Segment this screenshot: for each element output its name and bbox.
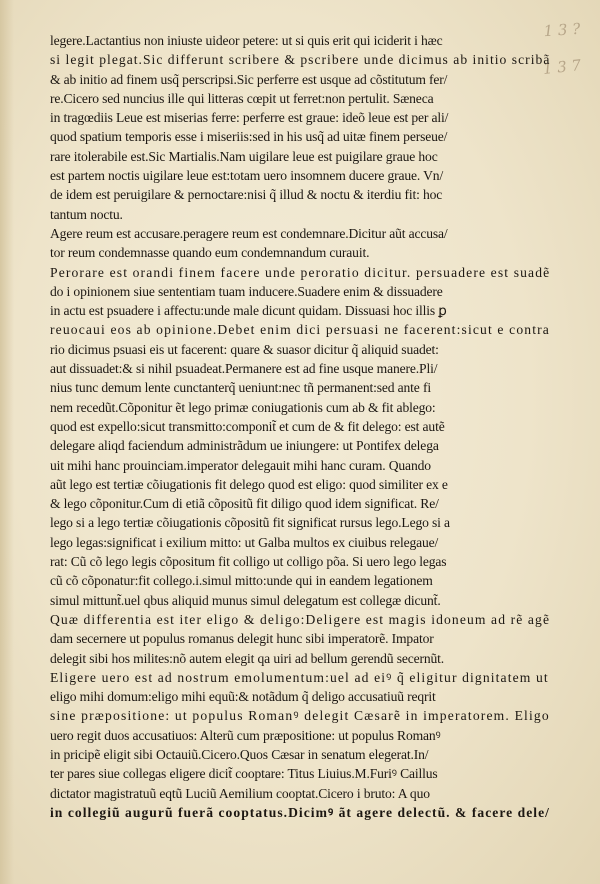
text-line: & lego cõponitur.Cum di etiã cõpositũ fit diligo quod idem significat. Re/ — [50, 496, 439, 512]
text-line: aũt lego est tertiæ cõiugationis fit delego quod est eligo: quod similiter ex e — [50, 476, 448, 492]
text-line: est partem noctis uigilare leue est:totam uero insomnem ducere graue. Vn/ — [50, 168, 444, 184]
text-line: quod est expello:sicut transmitto:componit̃ et cum de & fit delego: est autẽ — [50, 418, 445, 434]
text-line: delegit sibi hos milites:nõ autem elegit qa uiri ad bellum gerendũ secernũt. — [50, 650, 445, 666]
text-line: uero regit duos accusatiuos: Alterũ cum præpositione: ut populus Romanꝰ — [50, 727, 441, 743]
text-line: tantum noctu. — [50, 206, 123, 222]
text-line: simul mittunt̃.uel qbus aliquid munus simul delegatum est collegæ dicunt̃. — [50, 592, 441, 608]
text-line: nius tunc demum lente cunctanterq̃ ueniunt:nec tñ permanent:sed ante fi — [50, 380, 431, 396]
text-line: lego si a lego tertiæ cõiugationis cõpositũ fit significat rursus lego.Lego si a — [50, 515, 450, 531]
text-line: tor reum condemnasse quando eum condemnandum curauit. — [50, 245, 370, 261]
text-line: delegare aliqd faciendum administrãdum ue iniungere: ut Pontifex delega — [50, 438, 439, 454]
text-line: Agere reum est accusare.peragere reum est condemnare.Dicitur aũt accusa/ — [50, 225, 448, 241]
text-line: si legit plegat.Sic differunt scribere & pscribere unde dicimus ab initio scribã — [50, 52, 551, 68]
text-line: aut dissuadet:& si nihil psuadeat.Permanere est ad fine usque manere.Pli/ — [50, 361, 438, 377]
text-line: re.Cicero sed nuncius ille qui litteras cœpit ut ferret:non pertulit. Sæneca — [50, 90, 434, 106]
text-line: in collegiũ augurũ fuerã cooptatus.Dicimꝰ ãt agere delectũ. & facere dele/ — [50, 804, 550, 820]
text-line: Perorare est orandi finem facere unde peroratio dicitur. persuadere est suadẽ — [50, 264, 551, 280]
folio-number-top: 1 3 ? — [543, 19, 581, 41]
text-line: in actu est psuadere i affectu:unde male dicunt quidam. Dissuasi hoc illis ꝑ — [50, 303, 447, 319]
latin-text-block — [50, 31, 550, 822]
text-line: uit mihi hanc prouinciam.imperator delegauit mihi hanc curam. Quando — [50, 457, 431, 473]
text-line: Eligere uero est ad nostrum emolumentum:uel ad eiꝰ q̃ eligitur dignitatem ut — [50, 669, 549, 685]
text-line: de idem est peruigilare & pernoctare:nisi q̃ illud & noctu & iterdiu fit: hoc — [50, 187, 443, 203]
text-line: Quæ differentia est iter eligo & deligo:Deligere est magis idoneum ad rẽ agẽ — [50, 611, 551, 627]
text-line: rio dicimus psuasi eis ut facerent: quare & suasor dicitur q̃ aliquid suadet: — [50, 341, 439, 357]
text-line: do i opinionem siue sententiam tuam inducere.Suadere enim & dissuadere — [50, 283, 443, 299]
text-line: in pricipẽ eligit sibi Octauiũ.Cicero.Quos Cæsar in senatum elegerat.In/ — [50, 746, 429, 762]
text-line: lego legas:significat i exilium mitto: ut Galba multos ex ciuibus relegaue/ — [50, 534, 439, 550]
text-line: rat: Cũ cõ lego legis cõpositum fit colligo ut colligo põa. Si uero lego legas — [50, 554, 447, 570]
text-line: & ab initio ad finem usq̃ perscripsi.Sic perferre est usque ad cõstitutum fer/ — [50, 71, 448, 87]
text-line: sine præpositione: ut populus Romanꝰ delegit Cæsarẽ in imperatorem. Eligo — [50, 708, 550, 724]
text-line: in tragœdiis Leue est miserias ferre: perferre est graue: ideõ leue est per ali/ — [50, 110, 449, 126]
text-line: eligo mihi domum:eligo mihi equũ:& notãdum q̃ deligo accusatiuũ reqrit — [50, 689, 436, 705]
text-line: dam secernere ut populus romanus delegit hunc sibi imperatorẽ. Impator — [50, 631, 434, 647]
text-line: rare itolerabile est.Sic Martialis.Nam uigilare leue est puigilare graue hoc — [50, 148, 438, 164]
text-line: dictator magistratuũ eqtũ Luciũ Aemilium cooptat.Cicero i bruto: A quo — [50, 785, 430, 801]
text-line: cũ cõ cõponatur:fit collego.i.simul mitto:unde qui in eandem legationem — [50, 573, 433, 589]
text-line: legere.Lactantius non iniuste uideor petere: ut si quis erit qui iciderit i hæc — [50, 33, 443, 48]
text-line: reuocaui eos ab opinione.Debet enim dici persuasi ne facerent:sicut e contra — [50, 322, 550, 338]
text-line: ter pares siue collegas eligere dicit̃ cooptare: Titus Liuius.M.Furiꝰ Caillus — [50, 766, 438, 782]
text-line: quod spatium temporis esse i miseriis:sed in his usq̃ ad uitæ finem perseue/ — [50, 129, 448, 145]
folio-number-bottom: 1 3 7 — [542, 56, 582, 78]
text-line: nem recedũt.Cõponitur ẽt lego primæ coniugationis cum ab & fit ablego: — [50, 399, 436, 415]
